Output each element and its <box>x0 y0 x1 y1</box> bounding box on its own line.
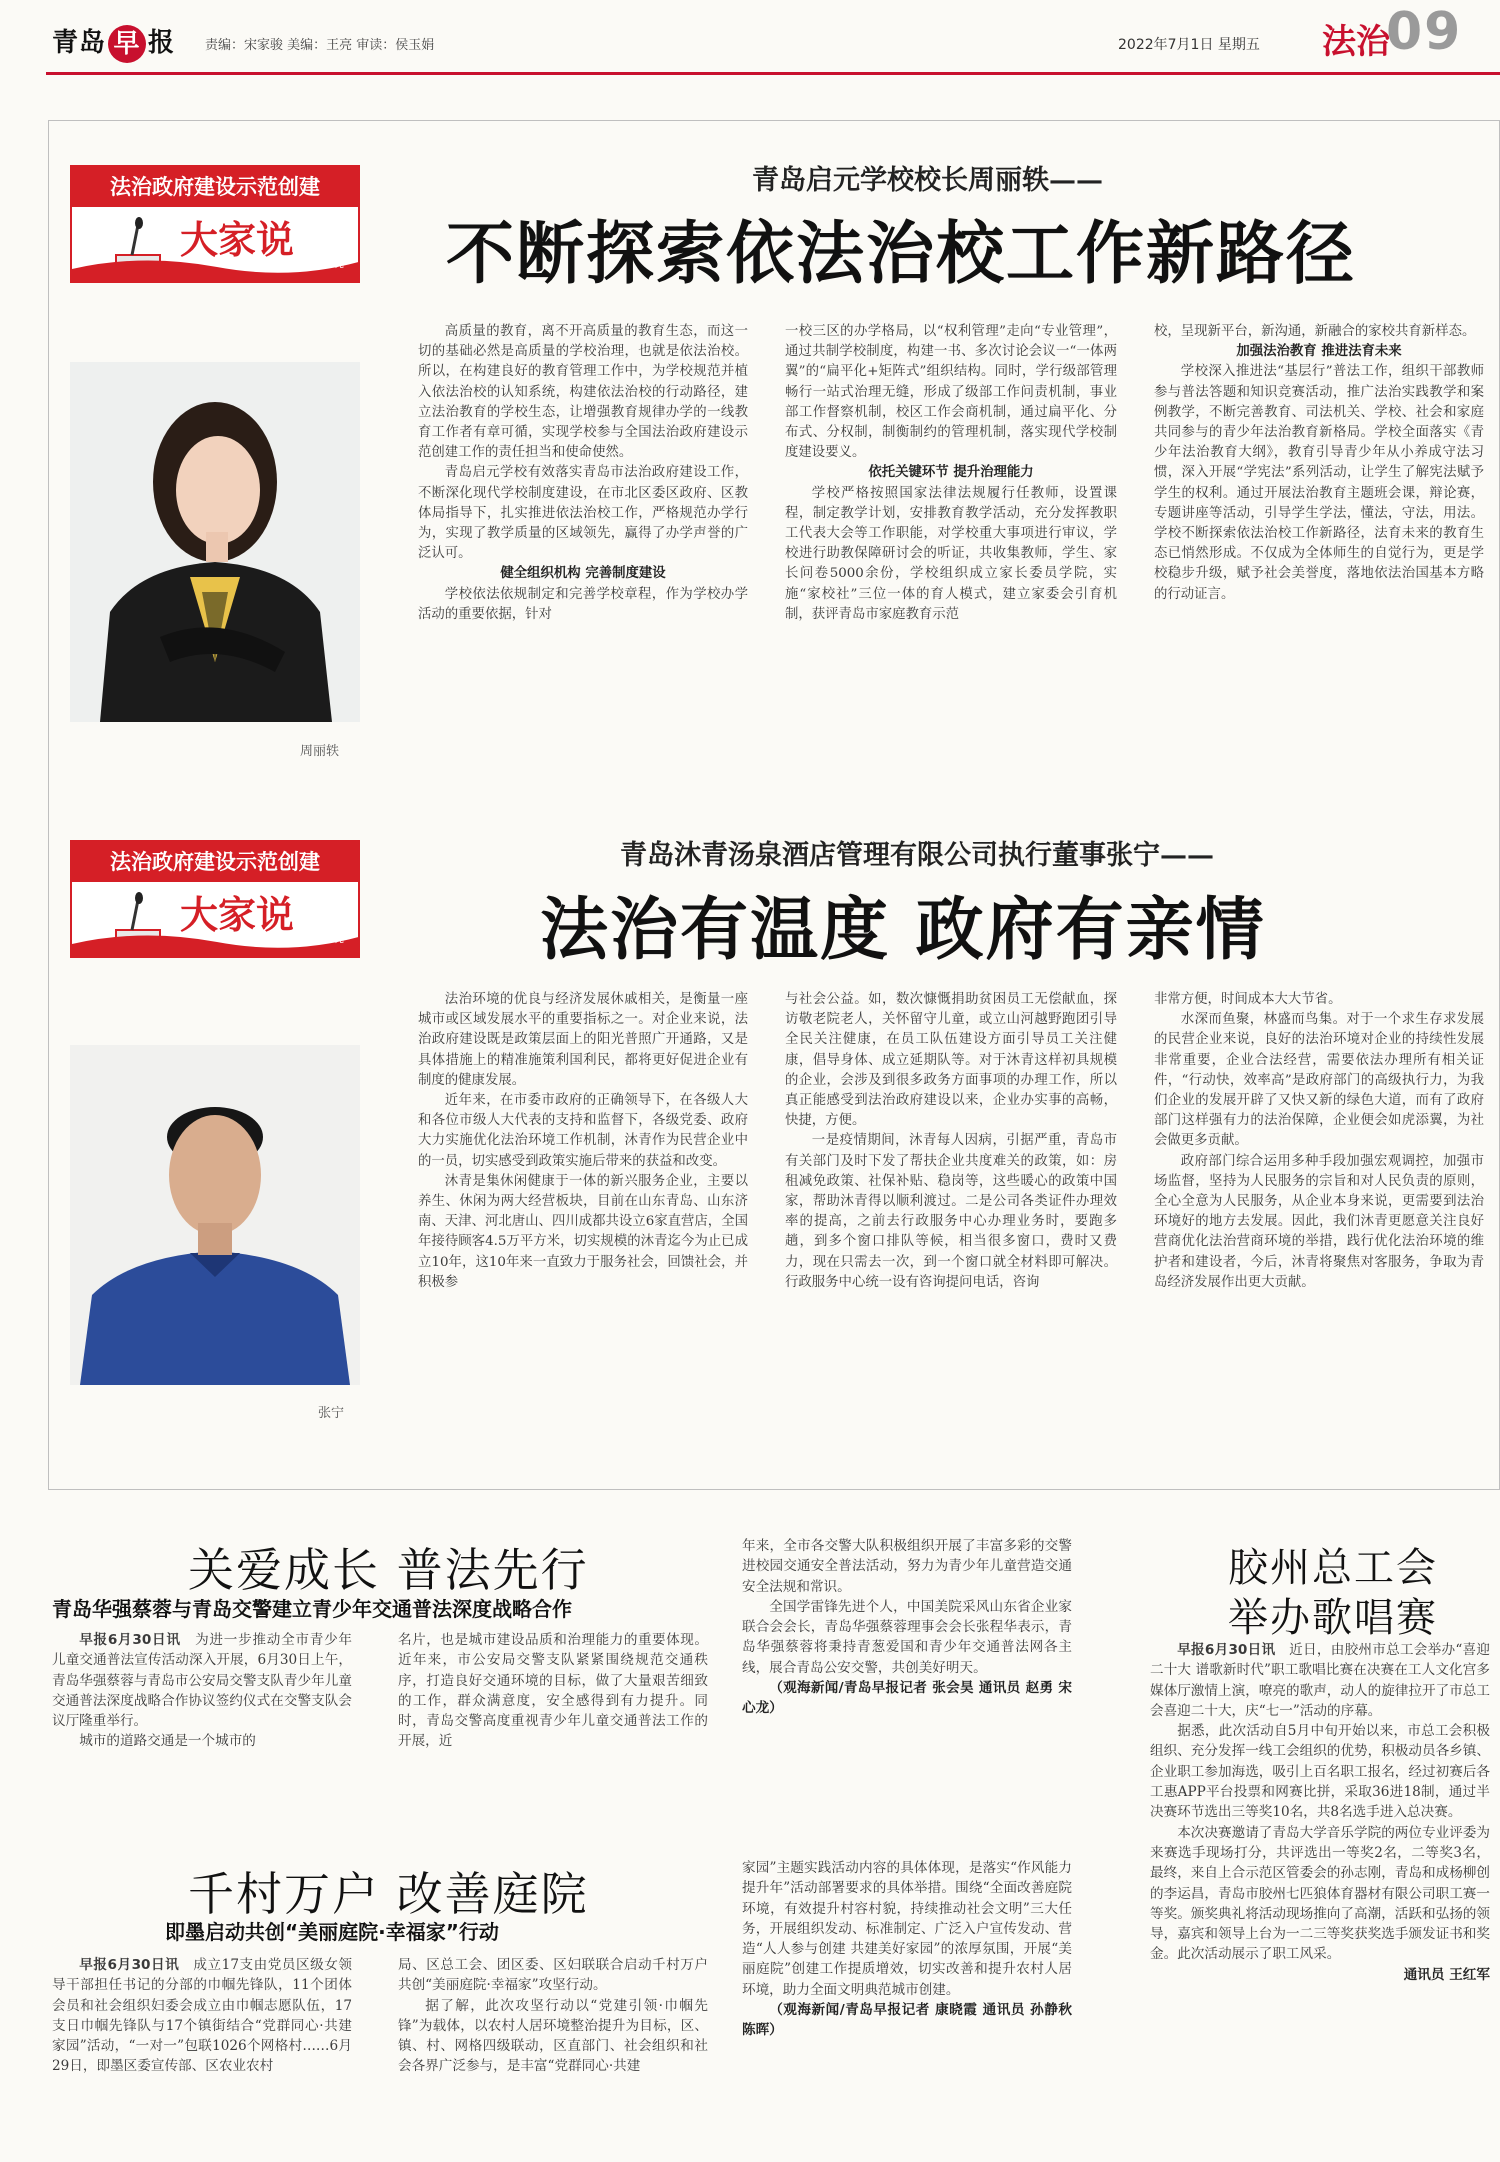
issue-date: 2022年7月1日 星期五 <box>1118 37 1260 53</box>
story-column-1 <box>52 1630 352 1810</box>
article-kicker: 青岛沐青汤泉酒店管理有限公司执行董事张宁—— <box>620 840 1214 871</box>
paragraph: 名片，也是城市建设品质和治理能力的重要体现。近年来，市公安局交警支队紧紧围绕规范交通秩序，打造良好交通环境的目标，做了大量艰苦细致的工作，群众满意度，安全感得到有力提升。同时，青岛交警高度重视青少年儿童交通普法工作的开展，近 <box>398 1632 708 1750</box>
portrait-man-image <box>70 1045 360 1385</box>
paragraph: 据了解，此次攻坚行动以“党建引领·巾帼先锋”为载体，以农村人居环境整治提升为目标，区、镇、村、网格四级联动，区直部门、社会组织和社会各界广泛参与，是丰富“党群同心·共建 <box>398 1997 708 2075</box>
paragraph: 据悉，此次活动自5月中旬开始以来，市总工会积极组织、充分发挥一线工会组织的优势，积极动员各乡镇、企业职工参加海选，吸引上百名职工报名，经过初赛后各工惠APP平台投票和网赛比拼，采取36进18制，通过半决赛环节选出三等奖10名，共8名选手进入总决赛。 <box>1150 1723 1490 1821</box>
paragraph: 校，呈现新平台，新沟通，新融合的家校共育新样态。 <box>1154 324 1476 339</box>
story-headline: 举办歌唱赛 <box>1228 1595 1438 1641</box>
portrait-photo <box>70 1045 360 1385</box>
paragraph: 法治环境的优良与经济发展休戚相关，是衡量一座城市或区域发展水平的重要指标之一。对企业来说，法治政府建设既是政策层面上的阳光普照广开通路，又是具体措施上的精准施策利国利民，都将更好促进企业有制度的健康发展。 <box>418 992 748 1088</box>
story-headline: 关爱成长 普法先行 <box>188 1543 589 1597</box>
paragraph: 政府部门综合运用多种手段加强宏观调控，加强市场监督，坚持为人民服务的宗旨和对人民负责的原则，全心全意为人民服务，从企业本身来说，更需要到法治环境好的地方去发展。因此，我们沐青更愿意关注良好营商优化法治营商环境的举措，践行优化法治环境的维护者和建设者，今后，沐青将聚焦对客服务，争取为青岛经济发展作出更大贡献。 <box>1154 1153 1484 1290</box>
story-column-2 <box>398 1630 708 1810</box>
paragraph: 一校三区的办学格局，以“权利管理”走向“专业管理”，通过共制学校制度，构建一书、多次讨论会议一“一体两翼”的“扁平化+矩阵式”组织结构。同时，学行级部管理畅行一站式治理无缝，形成了级部工作问责机制，事业部工作督察机制，校区工作会商机制，通过扁平化、分布式、分权制，制衡制约的管理机制，落实现代学校制度建设要义。 <box>785 324 1117 461</box>
badge-title: 法治政府建设示范创建 <box>72 842 358 882</box>
article-column-1 <box>418 322 748 792</box>
photo-caption: 张宁 <box>318 1406 345 1421</box>
campaign-badge <box>70 840 360 958</box>
header-rule <box>46 72 1500 75</box>
section-subheading: 依托关键环节 提升治理能力 <box>868 465 1034 481</box>
paragraph: 局、区总工会、团区委、区妇联联合启动千村万户共创“美丽庭院·幸福家”攻坚行动。 <box>398 1957 708 1994</box>
dateline: 早报6月30日讯 <box>79 1632 181 1648</box>
story-column <box>1150 1640 1490 2152</box>
masthead-text-right: 报 <box>148 28 176 58</box>
dateline: 早报6月30日讯 <box>1177 1642 1276 1658</box>
badge-main-text: 大家说 <box>180 893 295 937</box>
story-subhead: 青岛华强蔡蓉与青岛交警建立青少年交通普法深度战略合作 <box>52 1597 572 1621</box>
story-headline: 千村万户 改善庭院 <box>188 1867 589 1921</box>
paragraph: 近年来，在市委市政府的正确领导下，在各级人大和各位市级人大代表的支持和监督下，各级党委、政府大力实施优化法治环境工作机制，沐青作为民营企业中的一员，切实感受到政策实施后带来的获益和改变。 <box>418 1093 748 1169</box>
masthead-text-left: 青岛 <box>52 28 107 58</box>
badge-subtitle: ——校长代表说 <box>259 256 344 270</box>
portrait-woman-image <box>70 362 360 722</box>
badge-main-text: 大家说 <box>180 218 295 262</box>
paragraph: 与社会公益。如，数次慷慨捐助贫困员工无偿献血，探访敬老院老人，关怀留守儿童，或立山河越野跑团引导全民关注健康，在员工队伍建设方面引导员工关注健康，倡导身体、成立延期队等。对于沐青这样初具规模的企业，会涉及到很多政务方面事项的办理工作，所以真正能感受到法治政府建设以来，企业办实事的高畅，快捷，方便。 <box>785 992 1117 1129</box>
story-credit: （观海新闻/青岛早报记者 张会昊 通讯员 赵勇 宋心龙） <box>742 1680 1072 1717</box>
masthead-circle-logo: 早 <box>108 25 146 63</box>
paragraph: 近日，由胶州市总工会举办“喜迎二十大 谱歌新时代”职工歌唱比赛在决赛在工人文化宫多媒体厅激情上演，嘹亮的歌声，动人的旋律拉开了市总工会喜迎二十大，庆“七一”活动的序幕。 <box>1150 1642 1490 1719</box>
badge-title: 法治政府建设示范创建 <box>72 167 358 207</box>
article-headline: 法治有温度 政府有亲情 <box>540 891 1266 970</box>
paragraph: 水深而鱼聚，林盛而鸟集。对于一个求生存求发展的民营企业来说，良好的法治环境对企业的持续性发展非常重要，企业合法经营，需要依法办理所有相关证件，“行动快，效率高”是政府部门的高级执行力，为我们企业的发展开辟了又快又新的绿色大道，而有了政府部门这样强有力的法治保障，企业便会如虎添翼，为社会做更多贡献。 <box>1154 1012 1484 1149</box>
paragraph: 本次决赛邀请了青岛大学音乐学院的两位专业评委为来赛选手现场打分，共评选出一等奖2名，二等奖3名，最终，来自上合示范区管委会的孙志刚，青岛和成杨柳创的李运昌，青岛市胶州七匹狼体育器材有限公司职工赛一等奖。颁奖典礼将活动现场推向了高潮，活跃和弘扬的领导，嘉宾和领导上台为一二三等奖获奖选手颁发证书和奖金。此次活动展示了职工风采。 <box>1150 1824 1490 1963</box>
story-column-1 <box>52 1955 352 2155</box>
article-headline: 不断探索依法治校工作新路径 <box>446 215 1357 294</box>
paragraph: 一是疫情期间，沐青每人因病，引据严重，青岛市有关部门及时下发了帮扶企业共度难关的政策，如：房租减免政策、社保补贴、稳岗等，这些暖心的政策中国家，帮助沐青得以顺利渡过。二是公司各类证件办理效率的提高，之前去行政服务中心办理业务时，要跑多趟，到多个窗口排队等候，相当很多窗口，费时又费力，现在只需去一次，到一个窗口就全材料即可解决。行政服务中心统一设有咨询提问电话，咨询 <box>785 1133 1117 1290</box>
paragraph: 家园”主题实践活动内容的具体体现，是落实“作风能力提升年”活动部署要求的具体举措。围绕“全面改善庭院环境，有效提升村容村貌，持续推动社会文明”三大任务，开展组织发动、标准制定、广泛入户宣传发动、营造“人人参与创建 共建美好家园”的浓厚氛围，开展“美丽庭院”创建工作提质增效，切实改善和提升农村人居环境，助力全面文明典范城市创建。 <box>742 1860 1072 1998</box>
story-headline: 胶州总工会 <box>1228 1545 1438 1591</box>
badge-subtitle: ——企业代表说 <box>259 931 344 945</box>
article-column-3 <box>1154 322 1484 792</box>
story-credit: 通讯员 王红军 <box>1403 1966 1490 1983</box>
story-column-3 <box>742 1536 1072 1816</box>
paragraph: 学校严格按照国家法律法规履行任教师，设置课程，制定教学计划，安排教育教学活动，充分发挥教职工代表大会等工作职能，对学校重大事项进行审议，学校进行助教保障研讨会的听证，共收集教师，学生、家长问卷5000余份，学校组织成立家长委员学院，实施“家校社”三位一体的育人模式，建立家委会引育机制，获评青岛市家庭教育示范 <box>785 485 1117 622</box>
article-column-3 <box>1154 990 1484 1460</box>
editor-credits: 责编：宋家骏 美编：王亮 审读：侯玉娟 <box>205 38 435 53</box>
paragraph: 沐青是集休闲健康于一体的新兴服务企业，主要以养生、休闲为两大经营板块，目前在山东青岛、山东济南、天津、河北唐山、四川成都共设立6家直营店，全国年接待顾客4.5万平方米，切实规模的沐青迄今为止已成立10年，这10年来一直致力于服务社会，回馈社会，并积极参 <box>418 1173 748 1290</box>
article-column-2 <box>785 990 1117 1460</box>
campaign-badge <box>70 165 360 283</box>
dateline: 早报6月30日讯 <box>79 1957 180 1973</box>
section-subheading: 健全组织机构 完善制度建设 <box>500 566 666 582</box>
photo-caption: 周丽轶 <box>300 744 340 759</box>
paragraph: 非常方便，时间成本大大节省。 <box>1154 992 1342 1007</box>
story-column-2 <box>398 1955 708 2155</box>
section-subheading: 加强法治教育 推进法育未来 <box>1236 344 1402 360</box>
story-column-3 <box>742 1858 1072 2158</box>
paragraph: 学校依法依规制定和完善学校章程，作为学校办学活动的重要依据，针对 <box>418 586 748 622</box>
paragraph: 青岛启元学校有效落实青岛市法治政府建设工作，不断深化现代学校制度建设，在市北区委区政府、区教体局指导下，扎实推进依法治校工作，严格规范办学行为，实现了教学质量的区域领先，赢得了办学声誉的广泛认可。 <box>418 465 748 562</box>
paragraph: 学校深入推进法“基层行”普法工作，组织干部教师参与普法答题和知识竞赛活动，推广法治实践教学和案例教学，不断完善教育、司法机关、学校、社会和家庭共同参与的青少年法治教育新格局。学校全面落实《青少年法治教育大纲》，教育引导青少年从小养成守法习惯，深入开展“学宪法”系列活动，让学生了解宪法赋予学生的权利。通过开展法治教育主题班会课，辩论赛，专题讲座等活动，引导学生学法，懂法，守法，用法。学校不断探索依法治校工作新路径，法育未来的教育生态已悄然形成。不仅成为全体师生的自觉行为，更是学校稳步升级，赋予社会美誉度，落地依法治国基本方略的行动证言。 <box>1154 364 1484 602</box>
article-column-1 <box>418 990 748 1460</box>
story-credit: （观海新闻/青岛早报记者 康晓霞 通讯员 孙静秋 陈晖） <box>742 2002 1072 2039</box>
article-column-2 <box>785 322 1117 792</box>
masthead-logo <box>52 22 175 63</box>
paragraph: 年来，全市各交警大队积极组织开展了丰富多彩的交警进校园交通安全普法活动，努力为青少年儿童营造交通安全法规和常识。 <box>742 1538 1072 1595</box>
paragraph: 全国学雷锋先进个人，中国美院采风山东省企业家联合会会长，青岛华强蔡蓉理事会会长张程华表示，青岛华强蔡蓉将秉持青葱爱国和青少年交通普法网各主线，展合青岛公安交警，共创美好明天。 <box>742 1598 1072 1676</box>
paragraph: 成立17支由党员区级女领导干部担任书记的分部的巾帼先锋队，11个团体会员和社会组织妇委会成立由巾帼志愿队伍，17支日巾帼先锋队与17个镇街结合“党群同心·共建家园”活动，“一对一”包联1026个网格村……6月29日，即墨区委宣传部、区农业农村 <box>52 1957 352 2075</box>
section-title: 法治 <box>1322 22 1390 62</box>
paragraph: 高质量的教育，离不开高质量的教育生态，而这一切的基础必然是高质量的学校治理，也就是依法治校。所以，在构建良好的教育管理工作中，为学校规范并植入依法治校的认知系统，构建依法治校的行动路径，建立法治教育的学校生态，让增强教育规律办学的一线教育工作者有章可循，实现学校参与全国法治政府建设示范创建工作的责任担当和使命使然。 <box>418 324 748 461</box>
paragraph: 城市的道路交通是一个城市的 <box>79 1733 256 1750</box>
page-number: 09 <box>1386 2 1463 62</box>
portrait-photo <box>70 362 360 722</box>
article-kicker: 青岛启元学校校长周丽轶—— <box>752 165 1103 196</box>
paragraph: 为进一步推动全市青少年儿童交通普法宣传活动深入开展，6月30日上午，青岛华强蔡蓉与青岛市公安局交警支队青少年儿童交通普法深度战略合作协议签约仪式在交警支队会议厅隆重举行。 <box>52 1632 352 1730</box>
story-subhead: 即墨启动共创“美丽庭院·幸福家”行动 <box>165 1920 499 1944</box>
